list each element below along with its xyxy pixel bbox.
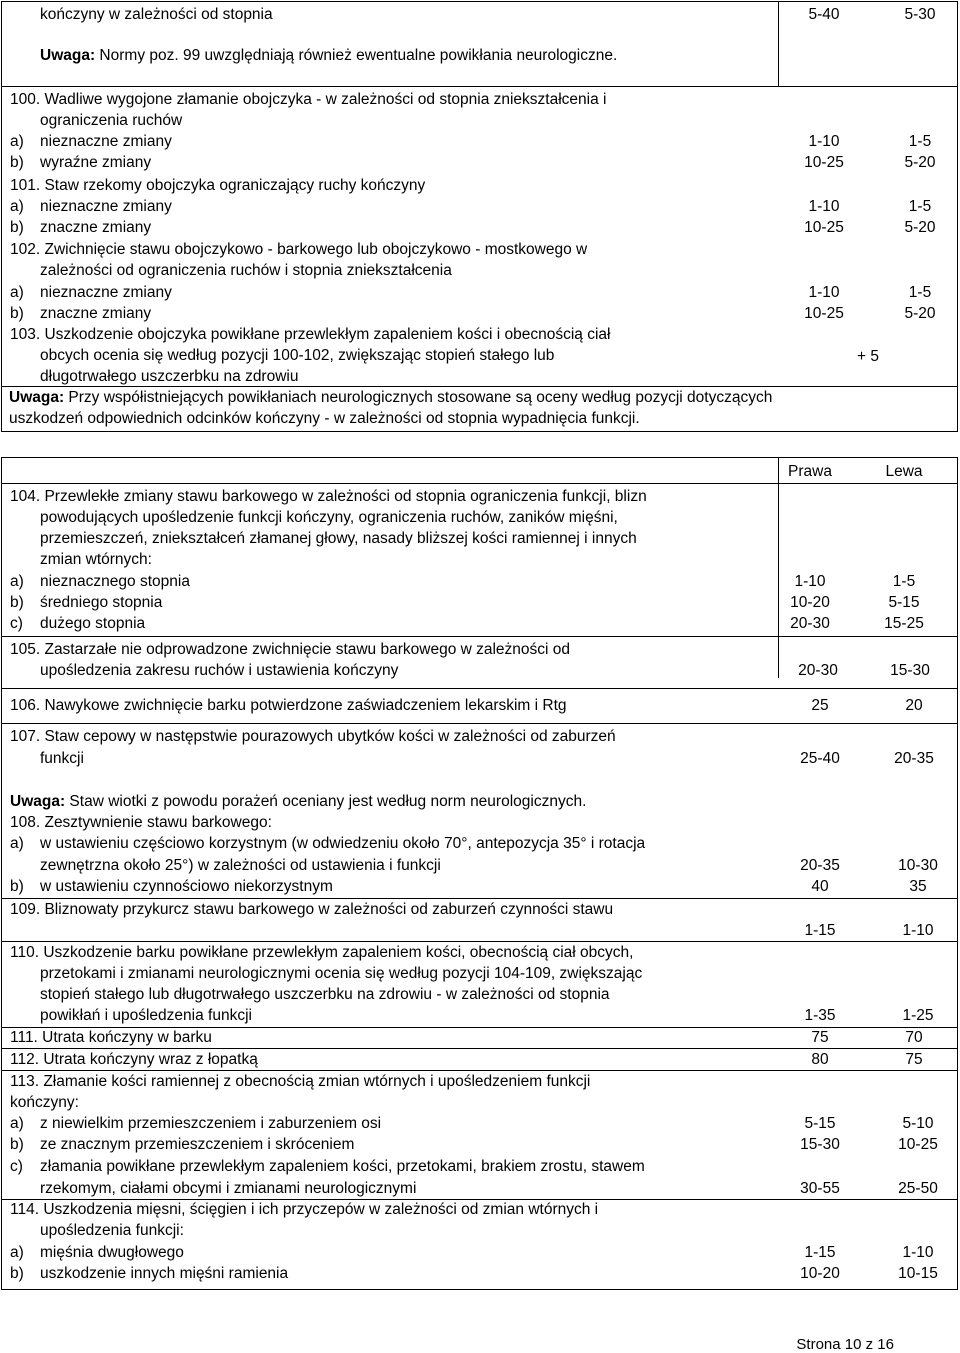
item-113-a-prawa: 5-15 [804,1115,836,1132]
item-104-c-lewa: 15-25 [884,615,924,632]
main-table [1,457,958,1290]
letter-b: b) [10,219,24,236]
row-line-107 [2,723,957,724]
item-104-line4: zmian wtórnych: [40,551,152,568]
item-110-line2: przetokami i zmianami neurologicznymi ocenia się według pozycji 104-109, zwiększając [40,965,643,982]
header-prawa: Prawa [788,463,832,480]
row-line-112 [2,1048,957,1049]
row-line-106 [2,688,957,689]
item-100-a: nieznaczne zmiany [40,133,172,150]
letter-a: a) [10,133,24,150]
item-105-line1: 105. Zastarzałe nie odprowadzone zwichnięcie stawu barkowego w zależności od [10,641,571,658]
item-102-a-lewa: 1-5 [908,284,932,301]
item-107-line1: 107. Staw cepowy w następstwie pourazowych ubytków kości w zależności od zaburzeń [10,728,616,745]
item-114-a: mięśnia dwugłowego [40,1244,184,1261]
item-111-prawa: 75 [811,1029,829,1046]
row-line-113 [2,1070,957,1071]
item-104-a-prawa: 1-10 [794,573,826,590]
item-101-b-lewa: 5-20 [904,219,936,236]
item-101-b: znaczne zmiany [40,219,152,236]
item-102-b-prawa: 10-25 [804,305,844,322]
letter-b: b) [10,594,24,611]
item-102-b-lewa: 5-20 [904,305,936,322]
letter-b: b) [10,305,24,322]
item-102-line2: zależności od ograniczenia ruchów i stopnia zniekształcenia [40,262,452,279]
item-109-line1: 109. Bliznowaty przykurcz stawu barkowego w zależności od zaburzeń czynności stawu [10,901,614,918]
item-105-line2: upośledzenia zakresu ruchów i ustawienia kończyny [40,662,399,679]
item-114-b-lewa: 10-15 [898,1265,938,1282]
top-table-divider [778,2,779,86]
letter-b: b) [10,1136,24,1153]
note-3-label: Uwaga: [10,793,66,810]
letter-b: b) [10,878,24,895]
note-1 [40,47,617,65]
item-102-a-prawa: 1-10 [808,284,840,301]
item-104-c-prawa: 20-30 [790,615,830,632]
row-line-105 [2,636,957,637]
item-102-a: nieznaczne zmiany [40,284,172,301]
main-table-divider [778,458,779,678]
item-108-line1: 108. Zesztywnienie stawu barkowego: [10,814,272,831]
letter-a: a) [10,1244,24,1261]
main-row-line [2,483,957,484]
item-113-b: ze znacznym przemieszczeniem i skróceniem [40,1136,355,1153]
item-100-b-lewa: 5-20 [904,154,936,171]
item-104-a: nieznacznego stopnia [40,573,190,590]
item-104-line2: powodujących upośledzenie funkcji kończyny, ograniczenia ruchów, zaników mięśni, [40,509,618,526]
item-114-a-prawa: 1-15 [804,1244,836,1261]
item-110-prawa: 1-35 [804,1007,836,1024]
item-113-c-prawa: 30-55 [800,1180,840,1197]
item-108-a-prawa: 20-35 [800,857,840,874]
item-104-c: dużego stopnia [40,615,146,632]
item-114-b-prawa: 10-20 [800,1265,840,1282]
letter-c: c) [10,615,23,632]
item-104-line1: 104. Przewlekłe zmiany stawu barkowego w zależności od stopnia ograniczenia funkcji, blizn [10,488,647,505]
note-1-label: Uwaga: [40,47,96,64]
row-line-109 [2,898,957,899]
item-111-lewa: 70 [905,1029,923,1046]
item-108-b: w ustawieniu czynnościowo niekorzystnym [40,878,333,895]
item-103-line2: obcych ocenia się według pozycji 100-102, zwiększając stopień stałego lub [40,347,555,364]
item-108-b-lewa: 35 [909,878,927,895]
item-102-b: znaczne zmiany [40,305,152,322]
item-104-b-lewa: 5-15 [888,594,920,611]
item-113-line1: 113. Złamanie kości ramiennej z obecnością zmian wtórnych i upośledzeniem funkcji [10,1073,591,1090]
note-1-text: Normy poz. 99 uwzględniają również ewentualne powikłania neurologiczne. [95,47,618,64]
letter-b: b) [10,154,24,171]
item-102-line1: 102. Zwichnięcie stawu obojczykowo - barkowego lub obojczykowo - mostkowego w [10,241,588,258]
item-107-prawa: 25-40 [800,750,840,767]
item-110-line3: stopień stałego lub długotrwałego uszczerbku na zdrowiu - w zależności od stopnia [40,986,610,1003]
item-105-prawa: 20-30 [798,662,838,679]
item-114-line1: 114. Uszkodzenia mięsni, ścięgien i ich przyczepów w zależności od zmian wtórnych i [10,1201,599,1218]
letter-b: b) [10,1265,24,1282]
item-101-a-lewa: 1-5 [908,198,932,215]
item-108-a2: zewnętrzna około 25°) w zależności od ustawienia i funkcji [40,857,441,874]
item-101-a-prawa: 1-10 [808,198,840,215]
item-104-a-lewa: 1-5 [892,573,916,590]
cont-prawa: 5-40 [808,6,840,23]
item-105-lewa: 15-30 [890,662,930,679]
item-112-lewa: 75 [905,1051,923,1068]
item-113-c-lewa: 25-50 [898,1180,938,1197]
top-table [1,1,958,387]
item-113-c1: złamania powikłane przewlekłym zapaleniem kości, przetokami, brakiem zrostu, stawem [40,1158,645,1175]
item-112-line1: 112. Utrata kończyny wraz z łopatką [10,1051,258,1068]
item-103-line1: 103. Uszkodzenie obojczyka powikłane przewlekłym zapaleniem kości i obecnością ciał [10,326,611,343]
item-114-line2: upośledzenia funkcji: [40,1222,184,1239]
item-114-a-lewa: 1-10 [902,1244,934,1261]
item-110-line4: powikłań i upośledzenia funkcji [40,1007,252,1024]
item-114-b: uszkodzenie innych mięśni ramienia [40,1265,289,1282]
letter-a: a) [10,573,24,590]
note-3-text: Staw wiotki z powodu porażeń oceniany jest według norm neurologicznych. [65,793,587,810]
note-2-line2: uszkodzeń odpowiednich odcinków kończyny - w zależności od stopnia wypadnięcia funkcji. [9,410,640,427]
row-line-114 [2,1199,957,1200]
note-2-label: Uwaga: [9,389,65,406]
note-2-text: Przy współistniejących powikłaniach neurologicznych stosowane są oceny według pozycji dotyczących [64,389,773,406]
note-2 [9,389,772,407]
letter-a: a) [10,284,24,301]
item-100-a-prawa: 1-10 [808,133,840,150]
item-106-line1: 106. Nawykowe zwichnięcie barku potwierdzone zaświadczeniem lekarskim i Rtg [10,697,567,714]
item-109-prawa: 1-15 [804,922,836,939]
item-113-a: z niewielkim przemieszczeniem i zaburzeniem osi [40,1115,382,1132]
item-100-a-lewa: 1-5 [908,133,932,150]
page-number: Strona 10 z 16 [796,1336,894,1353]
item-108-b-prawa: 40 [811,878,829,895]
letter-a: a) [10,1115,24,1132]
top-table-row-line [2,86,957,87]
note-3 [10,793,586,811]
cont-text: kończyny w zależności od stopnia [40,6,273,23]
letter-a: a) [10,198,24,215]
item-107-lewa: 20-35 [894,750,934,767]
item-112-prawa: 80 [811,1051,829,1068]
item-113-b-lewa: 10-25 [898,1136,938,1153]
item-103-value: + 5 [857,348,879,365]
item-100-b-prawa: 10-25 [804,154,844,171]
item-113-b-prawa: 15-30 [800,1136,840,1153]
letter-c: c) [10,1158,23,1175]
item-100-line2: ograniczenia ruchów [40,112,183,129]
item-108-a-lewa: 10-30 [898,857,938,874]
item-110-lewa: 1-25 [902,1007,934,1024]
item-106-prawa: 25 [811,697,829,714]
item-103-line3: długotrwałego uszczerbku na zdrowiu [40,368,299,385]
item-100-b: wyraźne zmiany [40,154,152,171]
letter-a: a) [10,835,24,852]
cont-lewa: 5-30 [904,6,936,23]
item-113-a-lewa: 5-10 [902,1115,934,1132]
item-101-a: nieznaczne zmiany [40,198,172,215]
header-lewa: Lewa [885,463,923,480]
item-110-line1: 110. Uszkodzenie barku powikłane przewlekłym zapaleniem kości, obecnością ciał obcych, [10,944,634,961]
item-104-b: średniego stopnia [40,594,163,611]
row-line-110 [2,941,957,942]
item-101-line1: 101. Staw rzekomy obojczyka ograniczający ruchy kończyny [10,177,426,194]
row-line-111 [2,1027,957,1028]
item-113-line2: kończyny: [10,1094,79,1111]
item-100-line1: 100. Wadliwe wygojone złamanie obojczyka - w zależności od stopnia zniekształcenia i [10,91,607,108]
item-108-a1: w ustawieniu częściowo korzystnym (w odwiedzeniu około 70°, antepozycja 35° i rotacja [40,835,646,852]
item-111-line1: 111. Utrata kończyny w barku [10,1029,212,1046]
item-104-line3: przemieszczeń, zniekształceń złamanej głowy, nasady bliższej kości ramiennej i innych [40,530,637,547]
item-104-b-prawa: 10-20 [790,594,830,611]
item-107-line2: funkcji [40,750,84,767]
item-109-lewa: 1-10 [902,922,934,939]
item-101-b-prawa: 10-25 [804,219,844,236]
item-113-c2: rzekomym, ciałami obcymi i zmianami neurologicznymi [40,1180,417,1197]
item-106-lewa: 20 [905,697,923,714]
